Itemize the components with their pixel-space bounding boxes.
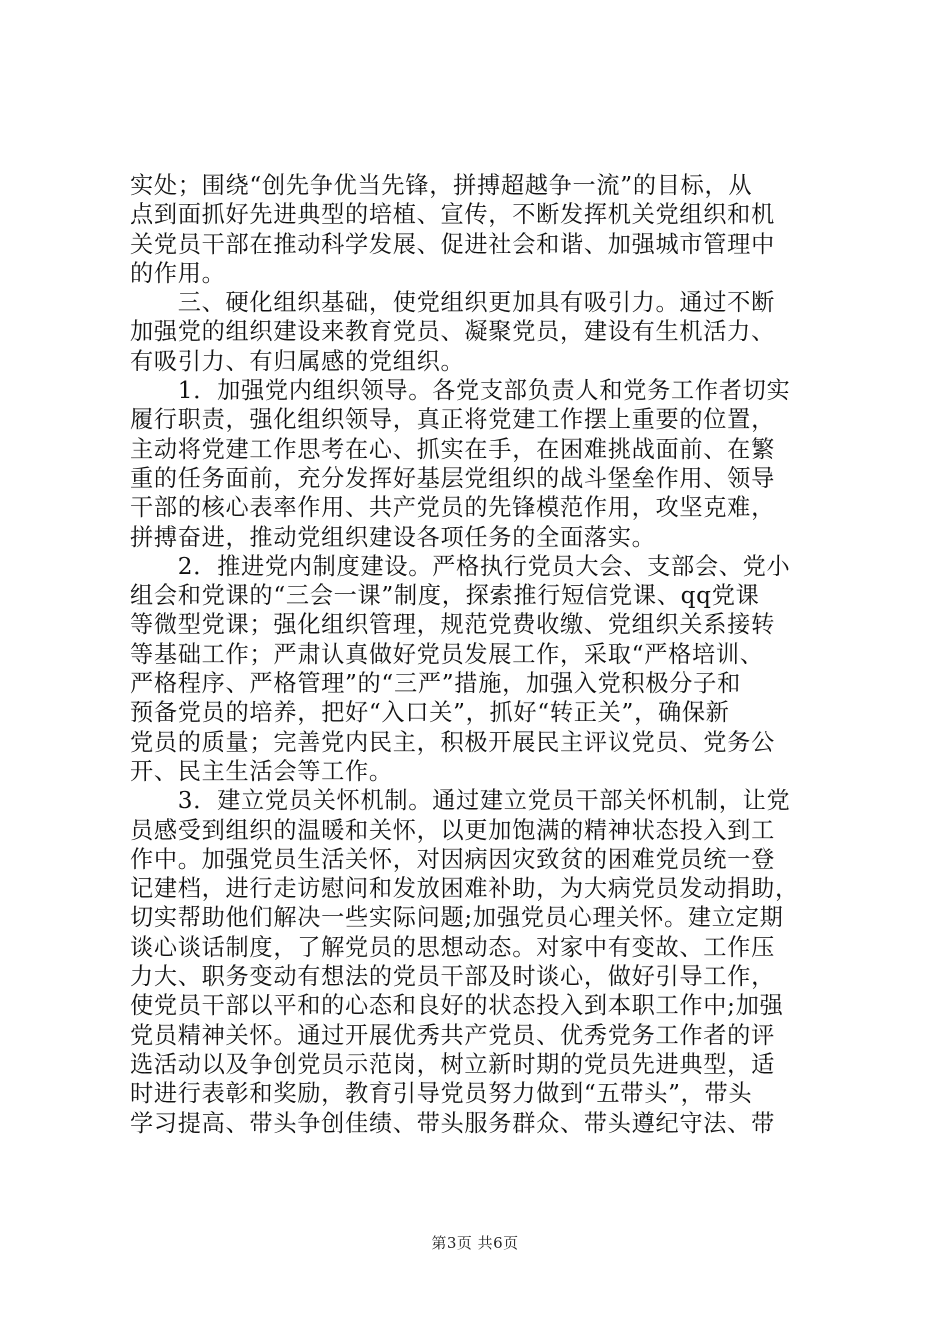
text-line: 开、民主生活会等工作。 — [130, 757, 393, 785]
text-line: 学习提高、带头争创佳绩、带头服务群众、带头遵纪守法、带 — [130, 1109, 775, 1137]
text-line: 切实帮助他们解决一些实际问题;加强党员心理关怀。建立定期 — [130, 904, 784, 932]
item-heading-line: 1．加强党内组织领导。各党支部负责人和党务工作者切实 — [130, 377, 791, 405]
text-line: 实处；围绕“创先争优当先锋，拼搏超越争一流”的目标，从 — [130, 172, 753, 199]
text-line: 干部的核心表率作用、共产党员的先锋模范作用，攻坚克难， — [130, 494, 775, 522]
section-heading-line: 三、硬化组织基础，使党组织更加具有吸引力。通过不断 — [130, 289, 775, 317]
text-line: 谈心谈话制度，了解党员的思想动态。对家中有变故、工作压 — [130, 933, 775, 961]
text-line: 选活动以及争创党员示范岗，树立新时期的党员先进典型，适 — [130, 1050, 775, 1078]
text-line: 记建档，进行走访慰问和发放困难补助，为大病党员发动捐助， — [130, 875, 799, 903]
text-line: 点到面抓好先进典型的培植、宣传，不断发挥机关党组织和机 — [130, 201, 775, 229]
item-heading-line: 3．建立党员关怀机制。通过建立党员干部关怀机制，让党 — [130, 787, 791, 815]
text-line: 的作用。 — [130, 259, 226, 287]
text-line: 有吸引力、有归属感的党组织。 — [130, 347, 465, 375]
text-line: 组会和党课的“三会一课”制度，探索推行短信党课、qq党课 — [130, 582, 760, 610]
text-line: 预备党员的培养，把好“入口关”，抓好“转正关”，确保新 — [130, 699, 730, 727]
text-line: 党员的质量；完善党内民主，积极开展民主评议党员、党务公 — [130, 728, 775, 756]
text-line: 严格程序、严格管理”的“三严”措施，加强入党积极分子和 — [130, 670, 741, 698]
text-line: 关党员干部在推动科学发展、促进社会和谐、加强城市管理中 — [130, 230, 775, 258]
text-line: 使党员干部以平和的心态和良好的状态投入到本职工作中;加强 — [130, 992, 784, 1020]
text-line: 履行职责，强化组织领导，真正将党建工作摆上重要的位置， — [130, 406, 775, 434]
text-line: 员感受到组织的温暖和关怀，以更加饱满的精神状态投入到工 — [130, 816, 775, 844]
text-line: 党员精神关怀。通过开展优秀共产党员、优秀党务工作者的评 — [130, 1021, 775, 1049]
text-line: 主动将党建工作思考在心、抓实在手，在困难挑战面前、在繁 — [130, 435, 775, 463]
text-line: 重的任务面前，充分发挥好基层党组织的战斗堡垒作用、领导 — [130, 464, 775, 492]
text-line: 等微型党课；强化组织管理，规范党费收缴、党组织关系接转 — [130, 611, 775, 639]
text-line: 作中。加强党员生活关怀，对因病因灾致贫的困难党员统一登 — [130, 845, 775, 873]
text-line: 等基础工作；严肃认真做好党员发展工作，采取“严格培训、 — [130, 640, 764, 668]
page-number-footer: 第3页 共6页 — [431, 1234, 519, 1252]
text-line: 拼搏奋进，推动党组织建设各项任务的全面落实。 — [130, 523, 656, 551]
text-line: 力大、职务变动有想法的党员干部及时谈心，做好引导工作， — [130, 963, 775, 991]
text-line: 时进行表彰和奖励，教育引导党员努力做到“五带头”，带头 — [130, 1080, 753, 1108]
text-line: 加强党的组织建设来教育党员、凝聚党员，建设有生机活力、 — [130, 318, 775, 346]
document-body — [130, 171, 830, 1138]
item-heading-line: 2．推进党内制度建设。严格执行党员大会、支部会、党小 — [130, 552, 791, 580]
